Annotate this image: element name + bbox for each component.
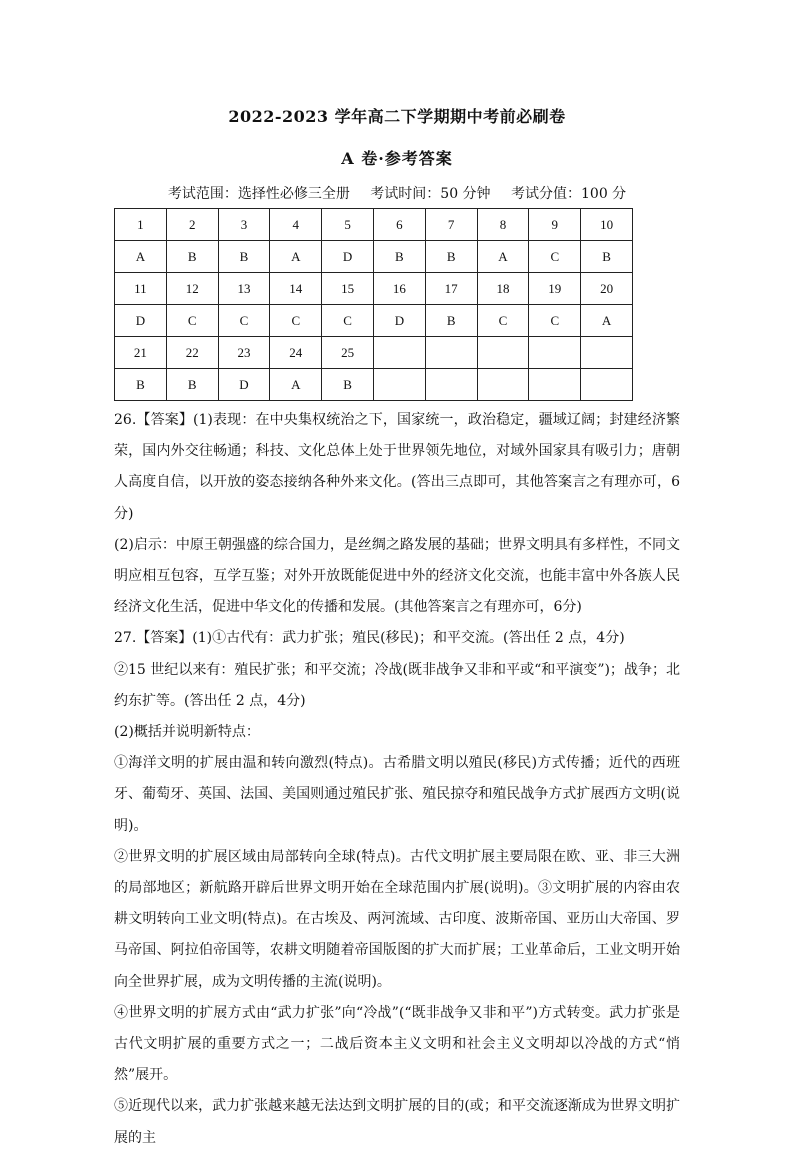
answer-cell: B bbox=[322, 369, 374, 401]
answer-cell bbox=[581, 369, 633, 401]
question-number-cell bbox=[477, 337, 529, 369]
answer-cell: B bbox=[425, 305, 477, 337]
question-number-row bbox=[115, 273, 633, 305]
answer-cell: D bbox=[373, 305, 425, 337]
answer-cell: A bbox=[115, 241, 167, 273]
answer-cell: C bbox=[270, 305, 322, 337]
question-number-cell: 4 bbox=[270, 209, 322, 241]
question-number-cell: 24 bbox=[270, 337, 322, 369]
answer-row bbox=[115, 305, 633, 337]
question-number-cell bbox=[581, 337, 633, 369]
answer-cell: C bbox=[529, 241, 581, 273]
question-number-cell: 14 bbox=[270, 273, 322, 305]
paragraph: 27.【答案】(1)①古代有：武力扩张；殖民(移民)；和平交流。(答出任 2 点，4分) bbox=[114, 630, 625, 647]
paragraph: ①海洋文明的扩展由温和转向激烈(特点)。古希腊文明以殖民(移民)方式传播；近代的西班牙、葡萄牙、英国、法国、美国则通过殖民扩张、殖民掠夺和殖民战争方式扩展西方文明(说明)。 bbox=[114, 755, 680, 834]
answer-cell: B bbox=[373, 241, 425, 273]
question-number-cell: 20 bbox=[581, 273, 633, 305]
question-number-cell: 19 bbox=[529, 273, 581, 305]
question-number-cell: 22 bbox=[166, 337, 218, 369]
paragraph: 26.【答案】(1)表现：在中央集权统治之下，国家统一，政治稳定，疆域辽阔；封建经济繁荣，国内外交往畅通；科技、文化总体上处于世界领先地位，对域外国家具有吸引力；唐朝人高度自信，以开放的姿态接纳各种外来文化。(答出三点即可，其他答案言之有理亦可，6分) bbox=[114, 412, 680, 522]
question-number-cell: 18 bbox=[477, 273, 529, 305]
answer-cell bbox=[477, 369, 529, 401]
exam-score: 考试分值：100 分 bbox=[511, 186, 627, 202]
answer-cell: A bbox=[581, 305, 633, 337]
exam-info bbox=[0, 183, 794, 203]
answer-cell: B bbox=[425, 241, 477, 273]
answer-cell: C bbox=[477, 305, 529, 337]
answer-cell: B bbox=[218, 241, 270, 273]
question-number-cell: 13 bbox=[218, 273, 270, 305]
document-title: 2022-2023 学年高二下学期期中考前必刷卷 bbox=[228, 107, 566, 126]
question-number-cell: 8 bbox=[477, 209, 529, 241]
exam-range: 考试范围：选择性必修三全册 bbox=[167, 186, 350, 202]
question-number-cell: 9 bbox=[529, 209, 581, 241]
exam-time: 考试时间：50 分钟 bbox=[370, 186, 491, 202]
paragraph: (2)概括并说明新特点： bbox=[114, 724, 260, 741]
question-number-cell bbox=[425, 337, 477, 369]
paragraph: ②世界文明的扩展区域由局部转向全球(特点)。古代文明扩展主要局限在欧、亚、非三大洲的局部地区；新航路开辟后世界文明开始在全球范围内扩展(说明)。③文明扩展的内容由农耕文明转向工业文明(特点)。在古埃及、两河流域、古印度、波斯帝国、亚历山大帝国、罗马帝国、阿拉伯帝国等，农耕文明随着帝国版图的扩大而扩展；工业革命后，工业文明开始向全世界扩展，成为文明传播的主流(说明)。 bbox=[114, 848, 680, 990]
answer-cell: A bbox=[270, 369, 322, 401]
paragraph: ⑤近现代以来，武力扩张越来越无法达到文明扩展的目的(或；和平交流逐渐成为世界文明扩展的主 bbox=[114, 1098, 680, 1146]
answer-cell: A bbox=[477, 241, 529, 273]
answer-cell bbox=[373, 369, 425, 401]
answer-cell: B bbox=[166, 369, 218, 401]
question-number-cell: 2 bbox=[166, 209, 218, 241]
question-number-cell: 10 bbox=[581, 209, 633, 241]
answer-cell: C bbox=[322, 305, 374, 337]
question-number-cell: 23 bbox=[218, 337, 270, 369]
question-number-cell: 6 bbox=[373, 209, 425, 241]
answer-cell: B bbox=[581, 241, 633, 273]
answer-cell: B bbox=[166, 241, 218, 273]
question-number-row bbox=[115, 209, 633, 241]
answer-cell: C bbox=[218, 305, 270, 337]
answer-cell: D bbox=[322, 241, 374, 273]
question-number-cell: 3 bbox=[218, 209, 270, 241]
answer-row bbox=[115, 241, 633, 273]
question-number-cell: 12 bbox=[166, 273, 218, 305]
question-number-cell: 21 bbox=[115, 337, 167, 369]
question-number-cell: 1 bbox=[115, 209, 167, 241]
question-number-cell: 17 bbox=[425, 273, 477, 305]
document-subtitle: A 卷·参考答案 bbox=[341, 149, 453, 168]
question-number-cell: 16 bbox=[373, 273, 425, 305]
answer-cell bbox=[529, 369, 581, 401]
answer-cell: A bbox=[270, 241, 322, 273]
question-number-cell bbox=[529, 337, 581, 369]
question-number-cell: 15 bbox=[322, 273, 374, 305]
question-number-cell: 7 bbox=[425, 209, 477, 241]
paragraph: ④世界文明的扩展方式由“武力扩张”向“冷战”(“既非战争又非和平”)方式转变。武力扩张是古代文明扩展的重要方式之一；二战后资本主义文明和社会主义文明却以冷战的方式“悄然”展开。 bbox=[114, 1004, 680, 1084]
paragraph: (2)启示：中原王朝强盛的综合国力，是丝绸之路发展的基础；世界文明具有多样性，不同文明应相互包容，互学互鉴；对外开放既能促进中外的经济文化交流，也能丰富中外各族人民经济文化生活，促进中华文化的传播和发展。(其他答案言之有理亦可，6分) bbox=[114, 536, 680, 616]
paragraph: ②15 世纪以来有：殖民扩张；和平交流；冷战(既非战争又非和平或“和平演变”)；战争；北约东扩等。(答出任 2 点，4分) bbox=[114, 661, 680, 709]
answer-content bbox=[114, 405, 680, 1154]
question-number-cell: 11 bbox=[115, 273, 167, 305]
question-number-cell: 25 bbox=[322, 337, 374, 369]
answer-table bbox=[114, 208, 633, 401]
question-number-cell bbox=[373, 337, 425, 369]
answer-row bbox=[115, 369, 633, 401]
answer-cell: D bbox=[218, 369, 270, 401]
answer-cell: B bbox=[115, 369, 167, 401]
answer-cell: C bbox=[166, 305, 218, 337]
question-number-row bbox=[115, 337, 633, 369]
answer-cell: C bbox=[529, 305, 581, 337]
answer-cell bbox=[425, 369, 477, 401]
question-number-cell: 5 bbox=[322, 209, 374, 241]
answer-cell: D bbox=[115, 305, 167, 337]
